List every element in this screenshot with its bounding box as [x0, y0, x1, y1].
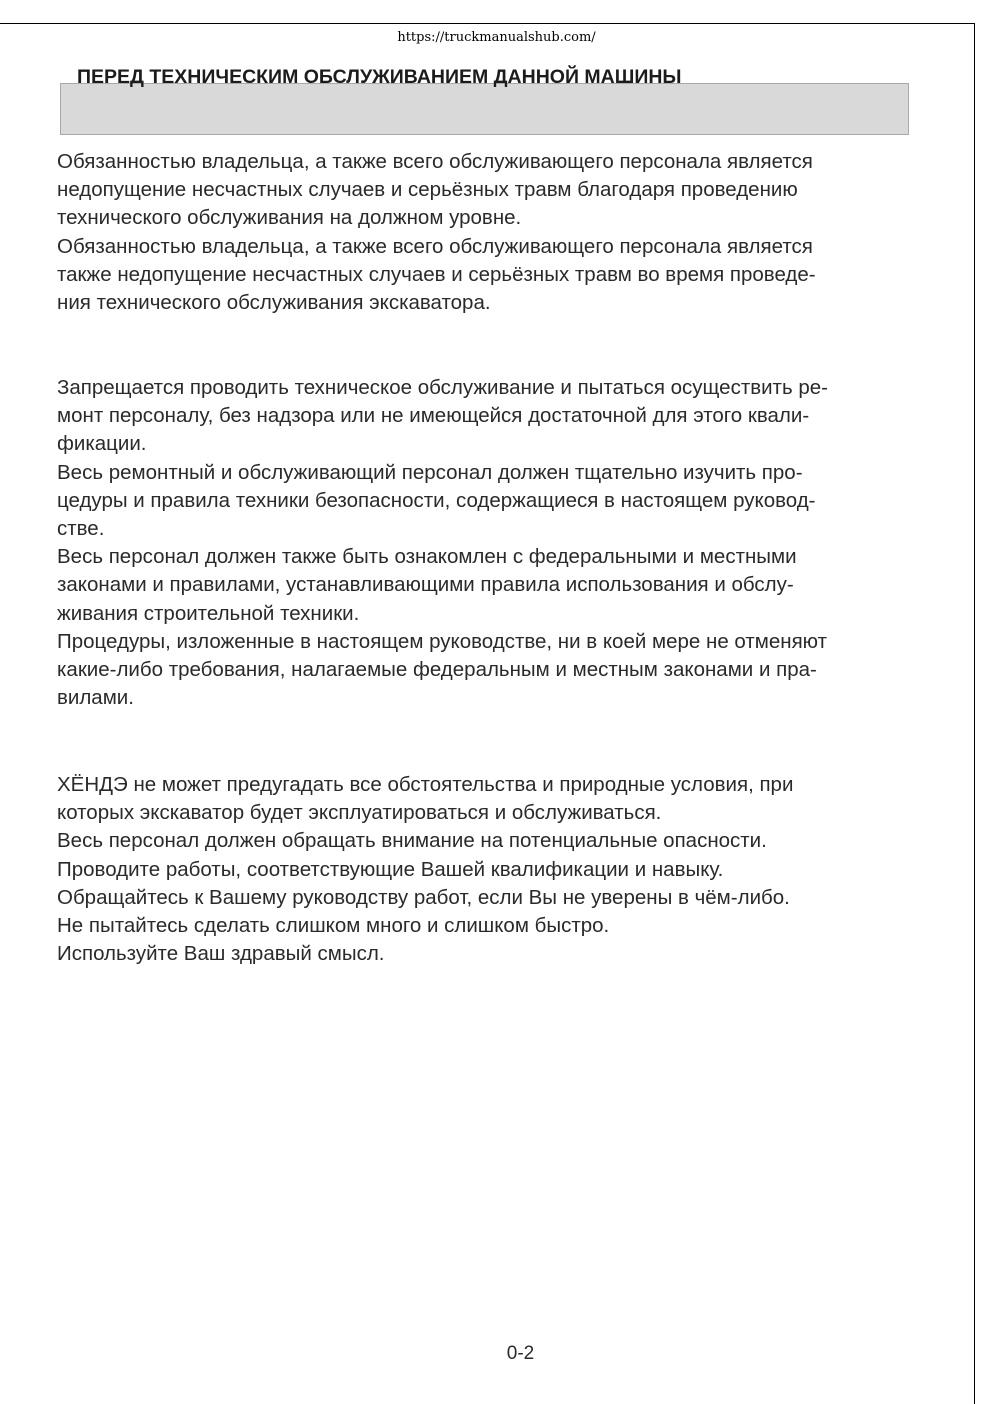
text-line: Весь персонал должен обращать внимание на потенциальные опасности.	[57, 829, 767, 853]
paragraph-block-hazard-awareness	[57, 771, 937, 968]
text-line: Обращайтесь к Вашему руководству работ, если Вы не уверены в чём-либо.	[57, 885, 790, 909]
text-line: стве.	[57, 517, 105, 541]
text-line: Не пытайтесь сделать слишком много и слишком быстро.	[57, 914, 610, 938]
text-line: также недопущение несчастных случаев и серьёзных травм во время проведе-	[57, 262, 816, 286]
paragraph-block-owner-duties	[57, 148, 937, 317]
source-url: https://truckmanualshub.com/	[397, 30, 596, 45]
section-title: ПЕРЕД ТЕХНИЧЕСКИМ ОБСЛУЖИВАНИЕМ ДАННОЙ МАШИНЫ	[77, 66, 682, 88]
text-line: Процедуры, изложенные в настоящем руководстве, ни в коей мере не отменяют	[57, 629, 827, 653]
text-line: цедуры и правила техники безопасности, содержащиеся в настоящем руковод-	[57, 488, 816, 512]
paragraph-block-personnel-rules	[57, 374, 937, 712]
section-title-bar	[60, 83, 909, 135]
text-line: Весь ремонтный и обслуживающий персонал должен тщательно изучить про-	[57, 460, 803, 484]
text-line: ния технического обслуживания экскаватора.	[57, 291, 491, 315]
text-line: вилами.	[57, 686, 134, 710]
text-line: Обязанностью владельца, а также всего обслуживающего персонала является	[57, 150, 813, 173]
text-line: монт персоналу, без надзора или не имеющейся достаточной для этого квали-	[57, 404, 810, 428]
text-line: законами и правилами, устанавливающими правила использования и обслу-	[57, 573, 794, 597]
text-line: живания строительной техники.	[57, 601, 360, 625]
text-line: Используйте Ваш здравый смысл.	[57, 942, 385, 966]
text-line: Проводите работы, соответствующие Вашей квалификации и навыку.	[57, 857, 724, 881]
top-border-line	[0, 23, 975, 24]
text-line: технического обслуживания на должном уровне.	[57, 206, 522, 230]
text-line: Запрещается проводить техническое обслуживание и пытаться осуществить ре-	[57, 376, 828, 399]
text-line: какие-либо требования, налагаемые федеральным и местным законами и пра-	[57, 658, 817, 682]
page-number: 0-2	[506, 1343, 535, 1364]
text-line: фикации.	[57, 432, 147, 456]
text-line: ХЁНДЭ не может предугадать все обстоятельства и природные условия, при	[57, 773, 794, 796]
right-border-line	[974, 23, 975, 1404]
text-line: Весь персонал должен также быть ознакомлен с федеральными и местными	[57, 545, 797, 569]
text-line: которых экскаватор будет эксплуатироваться и обслуживаться.	[57, 801, 662, 825]
text-line: Обязанностью владельца, а также всего обслуживающего персонала является	[57, 234, 813, 258]
text-line: недопущение несчастных случаев и серьёзных травм благодаря проведению	[57, 178, 798, 202]
